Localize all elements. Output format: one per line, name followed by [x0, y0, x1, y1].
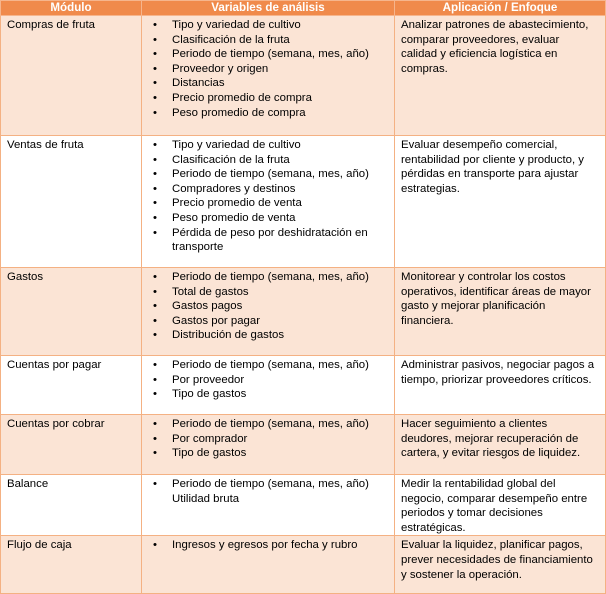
list-item: • Ingresos y egresos por fecha y rubro [142, 538, 390, 553]
variables-cell [142, 536, 395, 594]
list-item: • Tipo y variedad de cultivo [142, 18, 390, 33]
header-application: Aplicación / Enfoque [395, 1, 606, 16]
variables-cell [142, 136, 395, 268]
module-cell: Balance [1, 475, 142, 536]
list-item: • Periodo de tiempo (semana, mes, año) [142, 167, 390, 182]
list-item: • Clasificación de la fruta [142, 153, 390, 168]
table-row-compras [1, 16, 606, 136]
list-item: • Distribución de gastos [142, 328, 390, 343]
table-row-cuentas-cobrar [1, 415, 606, 475]
list-item: • Tipo de gastos [142, 387, 390, 402]
list-item: • Proveedor y origen [142, 62, 390, 77]
list-item: • Pérdida de peso por deshidratación en transporte [142, 226, 390, 255]
variables-extra: Utilidad bruta [172, 492, 240, 505]
variables-list [142, 270, 390, 343]
list-item: • Total de gastos [142, 285, 390, 300]
variables-cell [142, 415, 395, 475]
variables-list [142, 417, 390, 461]
variables-cell [142, 475, 395, 536]
header-variables: Variables de análisis [142, 1, 395, 16]
module-cell: Flujo de caja [1, 536, 142, 594]
table-row-flujo-caja [1, 536, 606, 594]
list-item: • Distancias [142, 76, 390, 91]
variables-list [142, 538, 390, 553]
application-cell: Medir la rentabilidad global del negocio, comparar desempeño entre periodos y tomar decisiones estratégicas. [395, 475, 606, 536]
application-cell: Analizar patrones de abastecimiento, comparar proveedores, evaluar calidad y eficiencia logística en compras. [395, 16, 606, 136]
variables-list [142, 477, 390, 492]
module-cell: Cuentas por cobrar [1, 415, 142, 475]
list-item: • Gastos pagos [142, 299, 390, 314]
list-item: • Tipo de gastos [142, 446, 390, 461]
header-module: Módulo [1, 1, 142, 16]
module-cell: Ventas de fruta [1, 136, 142, 268]
table-row-cuentas-pagar [1, 356, 606, 415]
list-item: • Peso promedio de venta [142, 211, 390, 226]
list-item: • Tipo y variedad de cultivo [142, 138, 390, 153]
application-cell: Hacer seguimiento a clientes deudores, mejorar recuperación de cartera, y evitar riesgos de liquidez. [395, 415, 606, 475]
variables-list [142, 18, 390, 120]
list-item: • Peso promedio de compra [142, 106, 390, 121]
variables-cell [142, 356, 395, 415]
table-row-ventas [1, 136, 606, 268]
variables-list [142, 138, 390, 255]
list-item: • Precio promedio de compra [142, 91, 390, 106]
variables-list [142, 358, 390, 402]
list-item: • Compradores y destinos [142, 182, 390, 197]
list-item: • Periodo de tiempo (semana, mes, año) [142, 477, 390, 492]
list-item: • Periodo de tiempo (semana, mes, año) [142, 417, 390, 432]
variables-cell [142, 16, 395, 136]
application-cell: Evaluar desempeño comercial, rentabilidad por cliente y producto, y pérdidas en transporte para ajustar estrategias. [395, 136, 606, 268]
table-row-gastos [1, 268, 606, 356]
table-row-balance [1, 475, 606, 536]
list-item: • Periodo de tiempo (semana, mes, año) [142, 270, 390, 285]
variables-cell [142, 268, 395, 356]
module-cell: Cuentas por pagar [1, 356, 142, 415]
list-item: • Precio promedio de venta [142, 196, 390, 211]
module-cell: Compras de fruta [1, 16, 142, 136]
list-item: • Clasificación de la fruta [142, 33, 390, 48]
application-cell: Evaluar la liquidez, planificar pagos, prever necesidades de financiamiento y sostener la operación. [395, 536, 606, 594]
list-item: • Periodo de tiempo (semana, mes, año) [142, 47, 390, 62]
module-cell: Gastos [1, 268, 142, 356]
header-row [1, 1, 606, 16]
list-item: • Gastos por pagar [142, 314, 390, 329]
list-item: • Por comprador [142, 432, 390, 447]
application-cell: Administrar pasivos, negociar pagos a tiempo, priorizar proveedores críticos. [395, 356, 606, 415]
list-item: • Periodo de tiempo (semana, mes, año) [142, 358, 390, 373]
list-item: • Por proveedor [142, 373, 390, 388]
application-cell: Monitorear y controlar los costos operativos, identificar áreas de mayor gasto y mejorar planificación financiera. [395, 268, 606, 356]
